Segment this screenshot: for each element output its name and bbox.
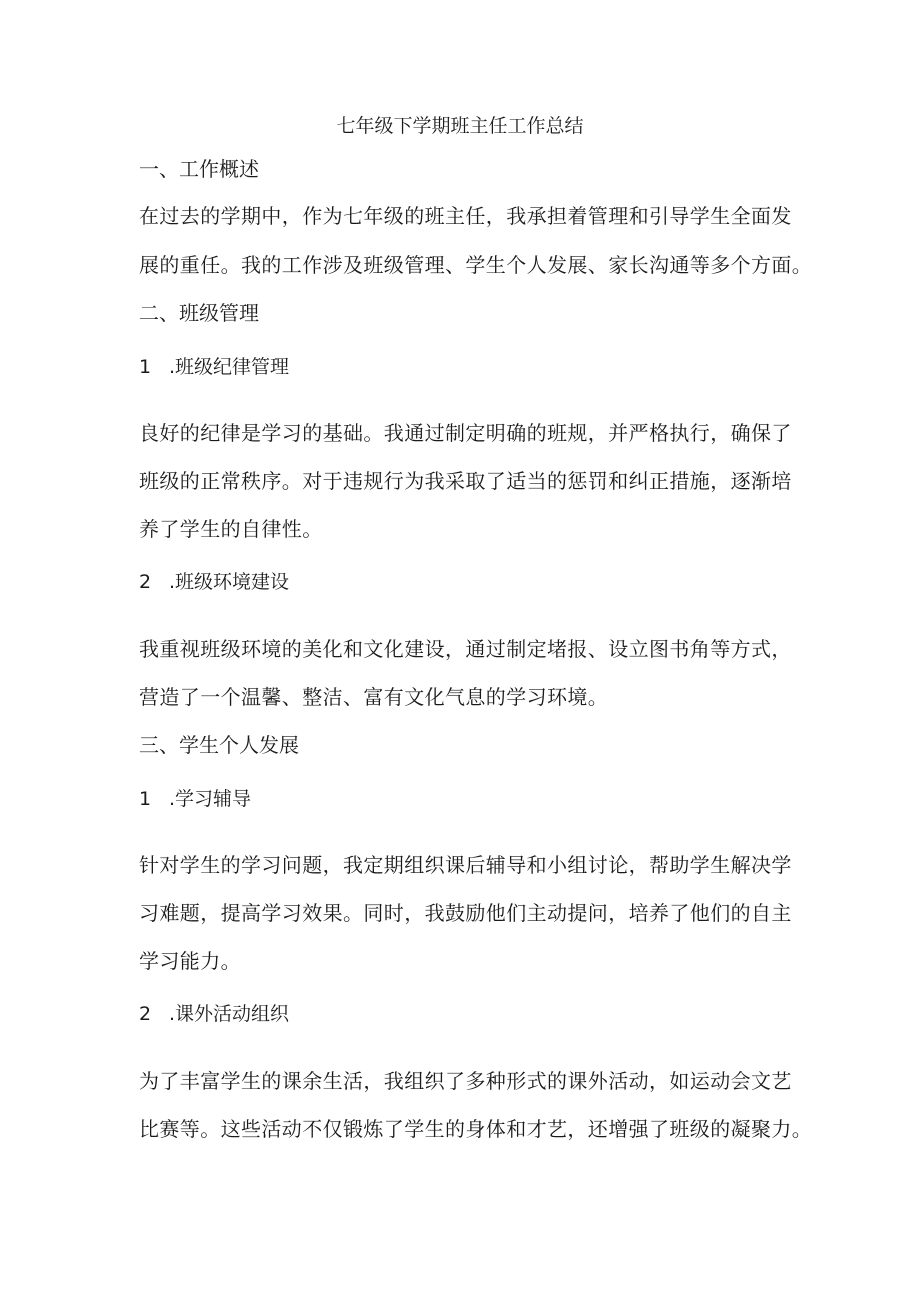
paragraph-line: 比赛等。这些活动不仅锻炼了学生的身体和才艺，还增强了班级的凝聚力。 [139,1117,813,1141]
subsection-title: .课外活动组织 [169,1003,290,1025]
paragraph-line: 为了丰富学生的课余生活，我组织了多种形式的课外活动，如运动会文艺 [139,1069,792,1093]
subsection-title: .学习辅导 [169,788,252,810]
paragraph-line: 针对学生的学习问题，我定期组织课后辅导和小组讨论，帮助学生解决学 [139,853,792,877]
section-heading: 二、班级管理 [139,301,259,325]
paragraph-line: 在过去的学期中，作为七年级的班主任，我承担着管理和引导学生全面发 [139,204,792,228]
section-heading: 三、学生个人发展 [139,733,299,757]
paragraph-line: 良好的纪律是学习的基础。我通过制定明确的班规，并严格执行，确保了 [139,421,792,445]
paragraph-line: 习难题，提高学习效果。同时，我鼓励他们主动提问，培养了他们的自主 [139,901,792,925]
subsection-heading [139,785,251,813]
subsection-heading [139,568,289,596]
paragraph-line: 我重视班级环境的美化和文化建设，通过制定堵报、设立图书角等方式， [139,637,792,661]
paragraph-line: 养了学生的自律性。 [139,517,323,541]
subsection-number: 1 [139,788,152,810]
subsection-heading [139,1000,289,1028]
paragraph-line: 学习能力。 [139,949,241,973]
paragraph-line: 展的重任。我的工作涉及班级管理、学生个人发展、家长沟通等多个方面。 [139,253,813,277]
subsection-number: 1 [139,356,152,378]
subsection-number: 2 [139,1003,152,1025]
document-title: 七年级下学期班主任工作总结 [336,115,584,137]
section-heading: 一、工作概述 [139,157,259,181]
subsection-title: .班级环境建设 [169,571,290,593]
subsection-number: 2 [139,571,152,593]
subsection-title: .班级纪律管理 [169,356,290,378]
paragraph-line: 营造了一个温馨、整洁、富有文化气息的学习环境。 [139,685,609,709]
subsection-heading [139,353,289,381]
paragraph-line: 班级的正常秩序。对于违规行为我采取了适当的惩罚和纠正措施，逐渐培 [139,469,792,493]
